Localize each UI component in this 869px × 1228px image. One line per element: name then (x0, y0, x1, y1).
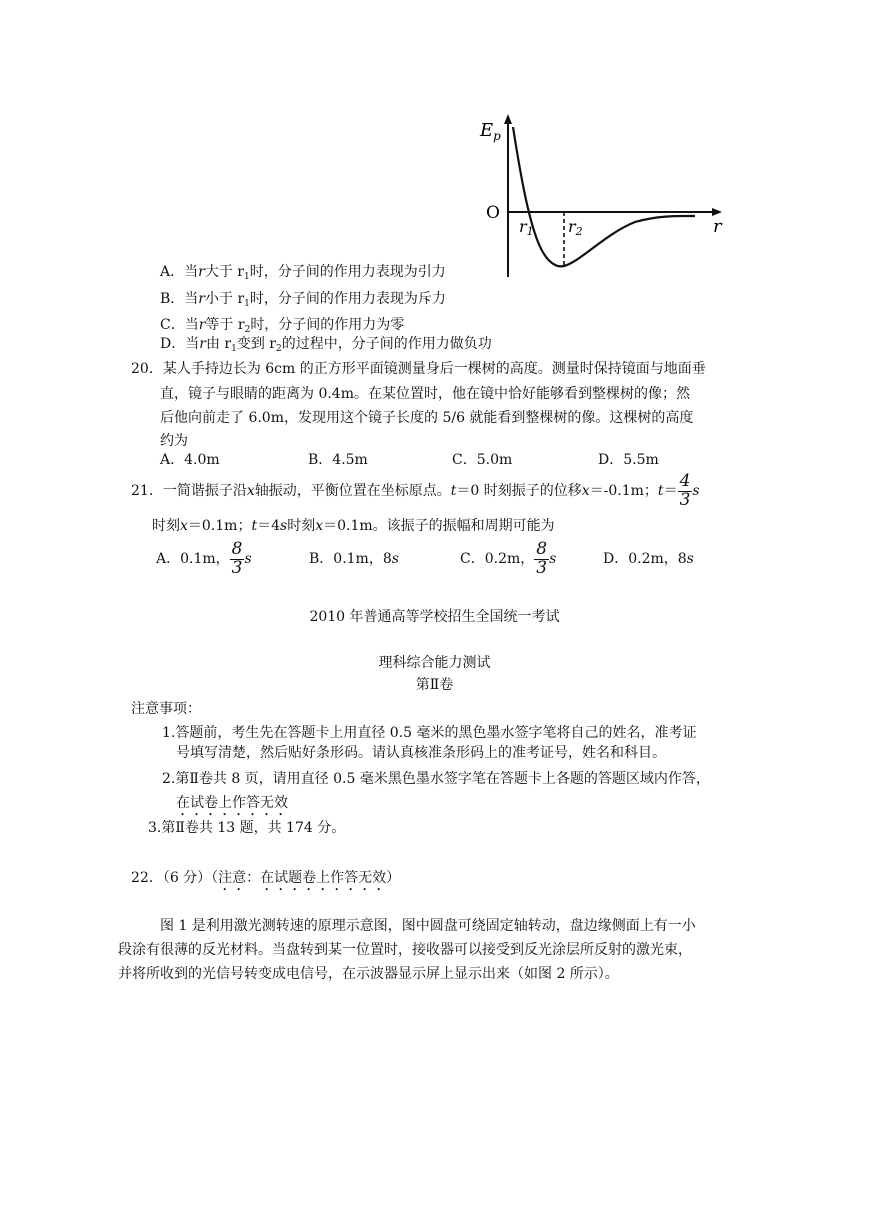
y-axis-label: $E_p$ (480, 120, 501, 143)
origin-label: O (486, 203, 500, 223)
x-axis-label: r (713, 216, 722, 237)
q21-option-a: A．0.1m， $\frac{8}{3}$ s (156, 538, 252, 578)
r1-label: r1 (519, 217, 534, 238)
q22-paragraph-line-1: 图 1 是利用激光测转速的原理示意图，图中圆盘可绕固定轴转动，盘边缘侧面上有一小 (160, 918, 696, 934)
r2-label: r2 (568, 217, 583, 238)
fraction-4-3: $\frac{4}{3}$ (679, 470, 691, 510)
x-axis-arrow (712, 208, 722, 216)
q19-option-d: D．当r由 $r_1$变到 $r_2$的过程中，分子间的作用力做负功 (160, 336, 492, 354)
potential-energy-graph (470, 112, 730, 287)
q22-paragraph-line-2: 段涂有很薄的反光材料。当盘转到某一位置时，接收器可以接受到反光涂层所反射的激光束， (118, 942, 692, 958)
exam-title: 2010 年普通高等学校招生全国统一考试 (309, 609, 560, 625)
note-1-line-2: 号填写清楚，然后贴好条形码。请认真核准条形码上的准考证号，姓名和科目。 (176, 745, 666, 761)
note-3: 3.第Ⅱ卷共 13 题，共 174 分。 (148, 820, 346, 836)
note-2-line-2: 在试卷上作答无效 (176, 795, 288, 811)
q20-option-b: B．4.5m (308, 452, 368, 468)
q19-option-b: B．当r小于 $r_1$时，分子间的作用力表现为斥力 (160, 291, 446, 309)
y-axis-arrow (504, 114, 512, 124)
q21-option-c: C．0.2m， $\frac{8}{3}$ s (460, 538, 557, 578)
note-2-line-1: 2.第Ⅱ卷共 8 页，请用直径 0.5 毫米黑色墨水签字笔在答题卡上各题的答题区域内作答， (162, 771, 710, 787)
q22-heading: 22．（6 分）（注意：在试题卷上作答无效） (131, 870, 401, 886)
q20-option-a: A．4.0m (160, 452, 220, 468)
q20-line-3: 后他向前走了 6.0m，发现用这个镜子长度的 5/6 就能看到整棵树的像。这棵树的高度 (160, 410, 694, 426)
q20-line-1: 20．某人手持边长为 6cm 的正方形平面镜测量身后一棵树的高度。测量时保持镜面与地面垂 (131, 361, 706, 377)
q20-line-2: 直，镜子与眼睛的距离为 0.4m。在某位置时，他在镜中恰好能够看到整棵树的像；然 (160, 386, 690, 402)
q19-option-a: A．当r大于 $r_1$时，分子间的作用力表现为引力 (160, 264, 446, 282)
q21-option-d: D．0.2m，8s (603, 551, 694, 567)
q21-option-b: B．0.1m，8s (309, 551, 399, 567)
ep-curve (513, 127, 695, 266)
q20-option-d: D．5.5m (598, 452, 659, 468)
notes-heading: 注意事项： (131, 701, 201, 717)
q22-paragraph-line-3: 并将所收到的光信号转变成电信号，在示波器显示屏上显示出来（如图 2 所示）。 (118, 966, 619, 982)
q19-option-c: C．当r等于 $r_2$时，分子间的作用力为零 (160, 317, 405, 335)
exam-volume: 第Ⅱ卷 (415, 677, 454, 693)
q21-line-2: 时刻x＝0.1m；t＝4s时刻x＝0.1m。该振子的振幅和周期可能为 (152, 518, 555, 534)
q20-line-4: 约为 (160, 433, 188, 449)
note-1-line-1: 1.答题前，考生先在答题卡上用直径 0.5 毫米的黑色墨水签字笔将自己的姓名，准考证 (162, 725, 697, 741)
q21-line-1: 21．一简谐振子沿x轴振动，平衡位置在坐标原点。t＝0 时刻振子的位移x＝-0.1m；t＝ $\frac{4}{3}$ s (131, 470, 700, 510)
exam-subject: 理科综合能力测试 (378, 655, 491, 671)
q20-option-c: C．5.0m (452, 452, 513, 468)
